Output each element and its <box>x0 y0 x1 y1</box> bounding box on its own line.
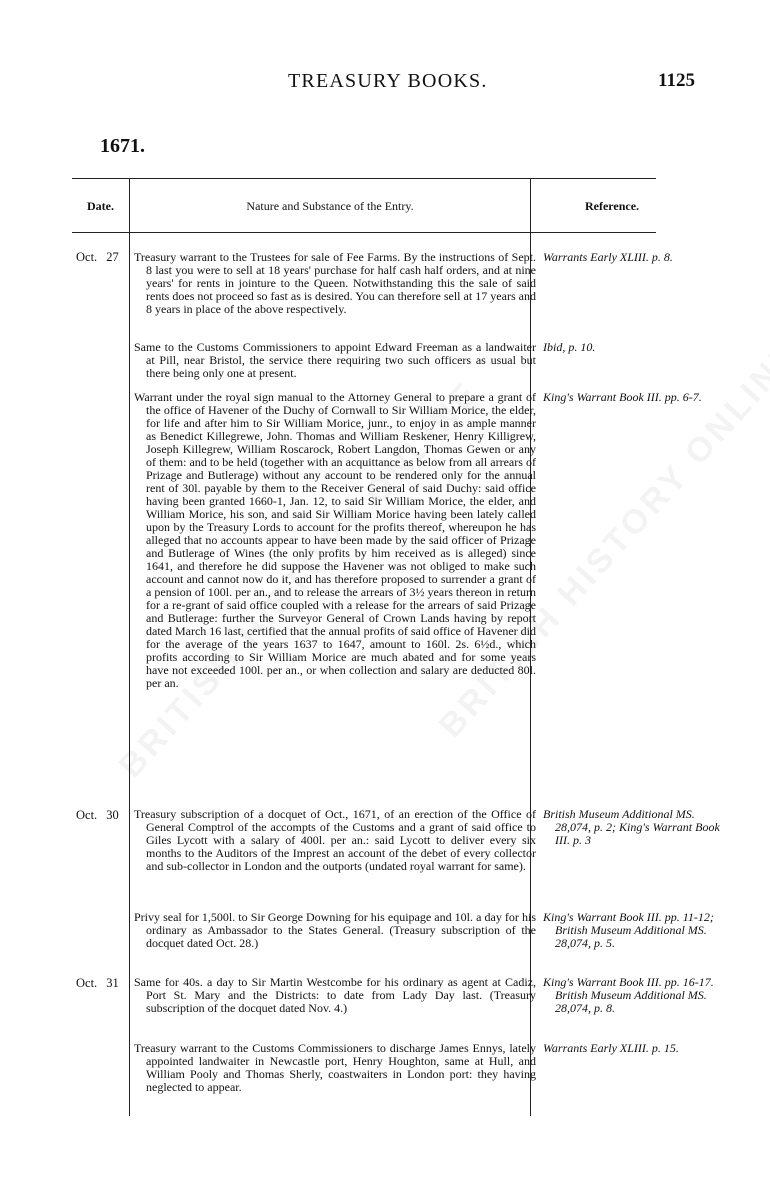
table-top-rule <box>72 178 656 179</box>
entry-text: Same to the Customs Commissioners to appoint Edward Freeman as a landwaiter at Pill, near Bristol, the service there requiring two such officers as usual but there being only one at present. <box>134 340 536 380</box>
entry-text: Same for 40s. a day to Sir Martin Westcombe for his ordinary as agent at Cadiz, Port St. Mary and the Districts: to date from Lady Day last. (Treasury subscription of the docquet dated Nov. 4.) <box>134 975 536 1015</box>
entry-text: Privy seal for 1,500l. to Sir George Downing for his equipage and 10l. a day for his ordinary as Ambassador to the States General. (Treasury subscription of the docquet dated Oct. 28.) <box>134 910 536 950</box>
date-oct-31 <box>76 976 119 991</box>
entry-reference: Warrants Early XLIII. p. 8. <box>543 250 673 264</box>
date-day: 31 <box>106 976 119 990</box>
entry-reference: King's Warrant Book III. pp. 11-12; British Museum Additional MS. 28,074, p. 5. <box>543 910 714 950</box>
running-title: TREASURY BOOKS. <box>288 70 488 92</box>
date-oct-27 <box>76 250 119 265</box>
entry-reference: Warrants Early XLIII. p. 15. <box>543 1041 679 1055</box>
year-heading: 1671. <box>100 135 145 157</box>
running-head <box>0 70 770 98</box>
column-header-nature: Nature and Substance of the Entry. <box>246 199 414 213</box>
entry-text: Treasury subscription of a docquet of Oct., 1671, of an erection of the Office of General Comptrol of the accompts of the Customs and a grant of said office to Giles Lycott with a salary of 400l. per an.: said Lycott to deliver every six months to the Auditors of the Imprest an account of the debet of every collector and sub-collector in London and the outports (undated royal warrant for same). <box>134 807 536 873</box>
date-column-divider <box>129 178 130 1116</box>
date-oct-30 <box>76 808 119 823</box>
entry-reference: King's Warrant Book III. pp. 6-7. <box>543 390 702 404</box>
date-day: 30 <box>106 808 119 822</box>
entry-reference: British Museum Additional MS. 28,074, p. 2; King's Warrant Book III. p. 3 <box>543 807 720 847</box>
table-header-rule <box>72 232 656 233</box>
column-header-date: Date. <box>87 199 114 213</box>
date-day: 27 <box>106 250 119 264</box>
entry-text: Warrant under the royal sign manual to the Attorney General to prepare a grant of the office of Havener of the Duchy of Cornwall to Sir William Morice, the elder, for life and after him to Sir William Morice, junr., to enjoy in as ample manner as Benedict Killegrewe, John. Thomas and William Reskener, Henry Killigrew, Joseph Killegrew, William Roscarock, Robert Langdon, Thomas Gewen or any of them: and to be held (together with an acquittance as below from all arrears of Prizage and Butlerage) without any account to be rendered only for the annual rent of 30l. payable by them to the Receiver General of said Duchy: said office having been granted 1660-1, Jan. 12, to said Sir William Morice, the elder, and William Morice, his son, and said Sir William Morice having been lately called upon by the Treasury Lords to account for the profits thereof, whereupon he has alleged that no accounts appear to have been made by the said officer of Prizage and Butlerage of Wines (the only profits by him received as is alleged) since 1641, and therefore he did suppose the Havener was not obliged to make such account and cannot now do it, and has therefore proposed to surrender a grant of a pension of 100l. per an., and to release the arrears of 3½ years thereon in return for a re-grant of said office coupled with a release for the arrears of said Prizage and Butlerage: further the Surveyor General of Crown Lands having by report dated March 16 last, certified that the annual profits of said office of Havener did for the average of the years 1637 to 1647, amount to 160l. 2s. 6½d., which profits according to Sir William Morice are much abated and for some years have not exceeded 100l. per an., or when collection and salary are deducted 80l. per an. <box>134 390 536 690</box>
entry-text: Treasury warrant to the Trustees for sale of Fee Farms. By the instructions of Sept. 8 last you were to sell at 18 years' purchase for half cash half orders, and at nine years' for rents in jointure to the Queen. Notwithstanding this the sale of said rents does not proceed so fast as is desired. You can therefore sell at 17 years and 8 years in place of the above respectively. <box>134 250 536 316</box>
entry-reference: Ibid, p. 10. <box>543 340 596 354</box>
entry-text: Treasury warrant to the Customs Commissioners to discharge James Ennys, lately appointed landwaiter in Newcastle port, Henry Houghton, same at Hull, and William Pooly and Thomas Sherly, coastwaiters in London port: they having neglected to appear. <box>134 1041 536 1094</box>
date-month: Oct. <box>76 976 98 990</box>
date-month: Oct. <box>76 808 98 822</box>
column-header-reference: Reference. <box>584 199 640 213</box>
page-number: 1125 <box>658 70 695 91</box>
date-month: Oct. <box>76 250 98 264</box>
entry-reference: King's Warrant Book III. pp. 16-17. British Museum Additional MS. 28,074, p. 8. <box>543 975 714 1015</box>
